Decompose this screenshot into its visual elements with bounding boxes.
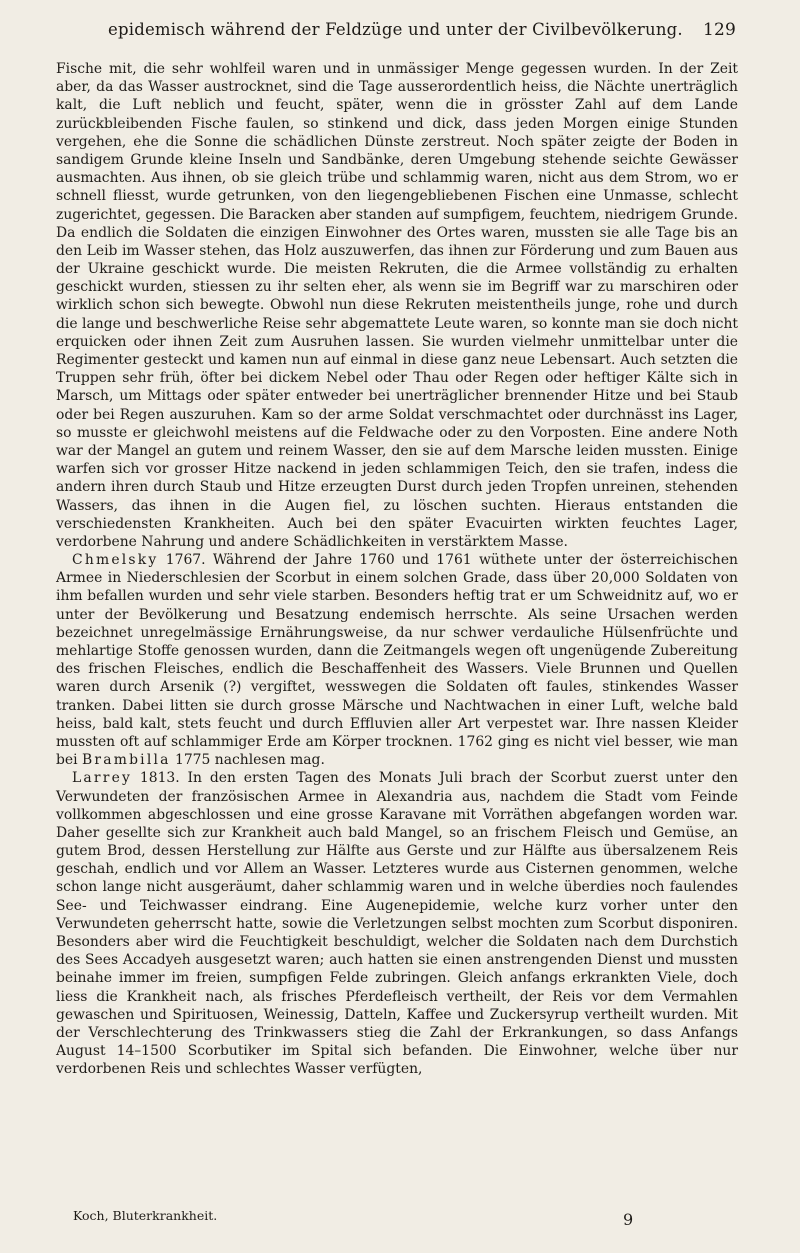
paragraph-2-text-end: 1775 nachlesen mag. [170, 752, 325, 769]
page-number: 129 [702, 20, 736, 40]
page-header [108, 20, 736, 46]
author-name-chmelsky: Chmelsky [72, 552, 159, 569]
paragraph-2-text: 1767. Während der Jahre 1760 und 1761 wüthete unter der österreichischen Armee in Niederschlesien der Scorbut in einem solchen Grade, dass über 20,000 Soldaten von ihm befallen wurden und sehr viele starben. Besonders heftig trat er um Schweidnitz auf, wo er unter der Bevölkerung und Besatzung endemisch herrschte. Als seine Ursachen werden bezeichnet unregelmässige Ernährungsweise, da nur schwer verdauliche Hülsenfrüchte und mehlartige Stoffe genossen wurden, dann die Zeitmangels wegen oft ungenügende Zubereitung des frischen Fleisches, endlich die Beschaffenheit des Wassers. Viele Brunnen und Quellen waren durch Arsenik (?) vergiftet, wesswegen die Soldaten oft faules, stinkendes Wasser tranken. Dabei litten sie durch grosse Märsche und Nachtwachen in einer Luft, welche bald heiss, bald kalt, stets feucht und durch Effluvien aller Art verpestet war. Ihre nassen Kleider mussten oft auf schlammiger Erde am Körper trocknen. 1762 ging es nicht viel besser, wie man bei [56, 552, 738, 769]
signature-mark: 9 [623, 1210, 634, 1229]
running-title: epidemisch während der Feldzüge und unter der Civilbevölkerung. [108, 20, 683, 39]
paragraph-3 [56, 769, 738, 1078]
body-text [56, 60, 738, 1079]
author-name-larrey: Larrey [72, 770, 133, 787]
paragraph-3-text: 1813. In den ersten Tagen des Monats Juli brach der Scorbut zuerst unter den Verwundeten der französischen Armee in Alexandria aus, nachdem die Stadt vom Feinde vollkommen abgeschlossen und eine grosse Karavane mit Vorräthen abgefangen worden war. Daher gesellte sich zur Krankheit auch bald Mangel, so an frischem Fleisch und Gemüse, an gutem Brod, dessen Herstellung zur Hälfte aus Gerste und zur Hälfte aus übersalzenem Reis geschah, endlich und vor Allem an Wasser. Letzteres wurde aus Cisternen genommen, welche schon lange nicht ausgeräumt, daher schlammig waren und in welche überdies noch faulendes See- und Teichwasser eindrang. Eine Augenepidemie, welche kurz vorher unter den Verwundeten geherrscht hatte, sowie die Verletzungen selbst mochten zum Scorbut disponiren. Besonders aber wird die Feuchtigkeit beschuldigt, welcher die Soldaten nach dem Durchstich des Sees Accadyeh ausgesetzt waren; auch hatten sie einen anstrengenden Dienst und mussten beinahe immer im freien, sumpfigen Felde zubringen. Gleich anfangs erkrankten Viele, doch liess die Krankheit nach, als frisches Pferdefleisch vertheilt, der Reis vor dem Vermahlen gewaschen und Spirituosen, Weinessig, Datteln, Kaffee und Zuckersyrup vertheilt wurden. Mit der Verschlechterung des Trinkwassers stieg die Zahl der Erkrankungen, so dass Anfangs August 14–1500 Scorbutiker im Spital sich befanden. Die Einwohner, welche über nur verdorbenen Reis und schlechtes Wasser verfügten, [56, 770, 738, 1078]
paragraph-1 [56, 60, 738, 551]
footer-source: Koch, Bluterkrankheit. [73, 1208, 218, 1223]
paragraph-1-text: Fische mit, die sehr wohlfeil waren und in unmässiger Menge gegessen wurden. In der Zeit aber, da das Wasser austrocknet, sind die Tage ausserordentlich heiss, die Nächte unerträglich kalt, die Luft neblich und feucht, später, wenn die in grösster Zahl auf dem Lande zurückbleibenden Fische faulen, so stinkend und dick, dass jeden Morgen einige Stunden vergehen, ehe die Sonne die schädlichen Dünste zerstreut. Noch später zeigte der Boden in sandigem Grunde kleine Inseln und Sandbänke, deren Umgebung stehende seichte Gewässer ausmachten. Aus ihnen, ob sie gleich trübe und schlammig waren, nicht aus dem Strom, wo er schnell fliesst, wurde getrunken, von den liegengebliebenen Fischen eine Unmasse, schlecht zugerichtet, gegessen. Die Baracken aber standen auf sumpfigem, feuchtem, niedrigem Grunde. Da endlich die Soldaten die einzigen Einwohner des Ortes waren, mussten sie alle Tage bis an den Leib im Wasser stehen, das Holz auszuwerfen, das ihnen zur Förderung und zum Bauen aus der Ukraine geschickt wurde. Die meisten Rekruten, die die Armee vollständig zu erhalten geschickt wurden, stiessen zu ihr selten eher, als wenn sie im Begriff war zu marschiren oder wirklich schon sich bewegte. Obwohl nun diese Rekruten meistentheils junge, rohe und durch die lange und beschwerliche Reise sehr abgemattete Leute waren, so konnte man sie doch nicht erquicken oder ihnen Zeit zum Ausruhen lassen. Sie wurden vielmehr unmittelbar unter die Regimenter gesteckt und kamen nun auf einmal in diese ganz neue Lebensart. Auch setzten die Truppen sehr früh, öfter bei dickem Nebel oder Thau oder Regen oder heftiger Kälte sich in Marsch, um Mittags oder später entweder bei unerträglicher brennender Hitze und bei Staub oder bei Regen auszuruhen. Kam so der arme Soldat verschmachtet oder durchnässt ins Lager, so musste er gleichwohl meistens auf die Feldwache oder zu den Vorposten. Eine andere Noth war der Mangel an gutem und reinem Wasser, den sie auf dem Marsche leiden mussten. Einige warfen sich vor grosser Hitze nackend in jeden schlammigen Teich, den sie trafen, indess die andern ihren durch Staub und Hitze erzeugten Durst durch jeden Tropfen unreinen, stehenden Wassers, das ihnen in die Augen fiel, zu löschen suchten. Hieraus entstanden die verschiedensten Krankheiten. Auch bei den später Evacuirten wirkten feuchtes Lager, verdorbene Nahrung und andere Schädlichkeiten in verstärktem Masse. [56, 61, 738, 550]
paragraph-2 [56, 551, 738, 769]
author-name-brambilla: Brambilla [81, 752, 171, 769]
page-footer [73, 1208, 673, 1228]
